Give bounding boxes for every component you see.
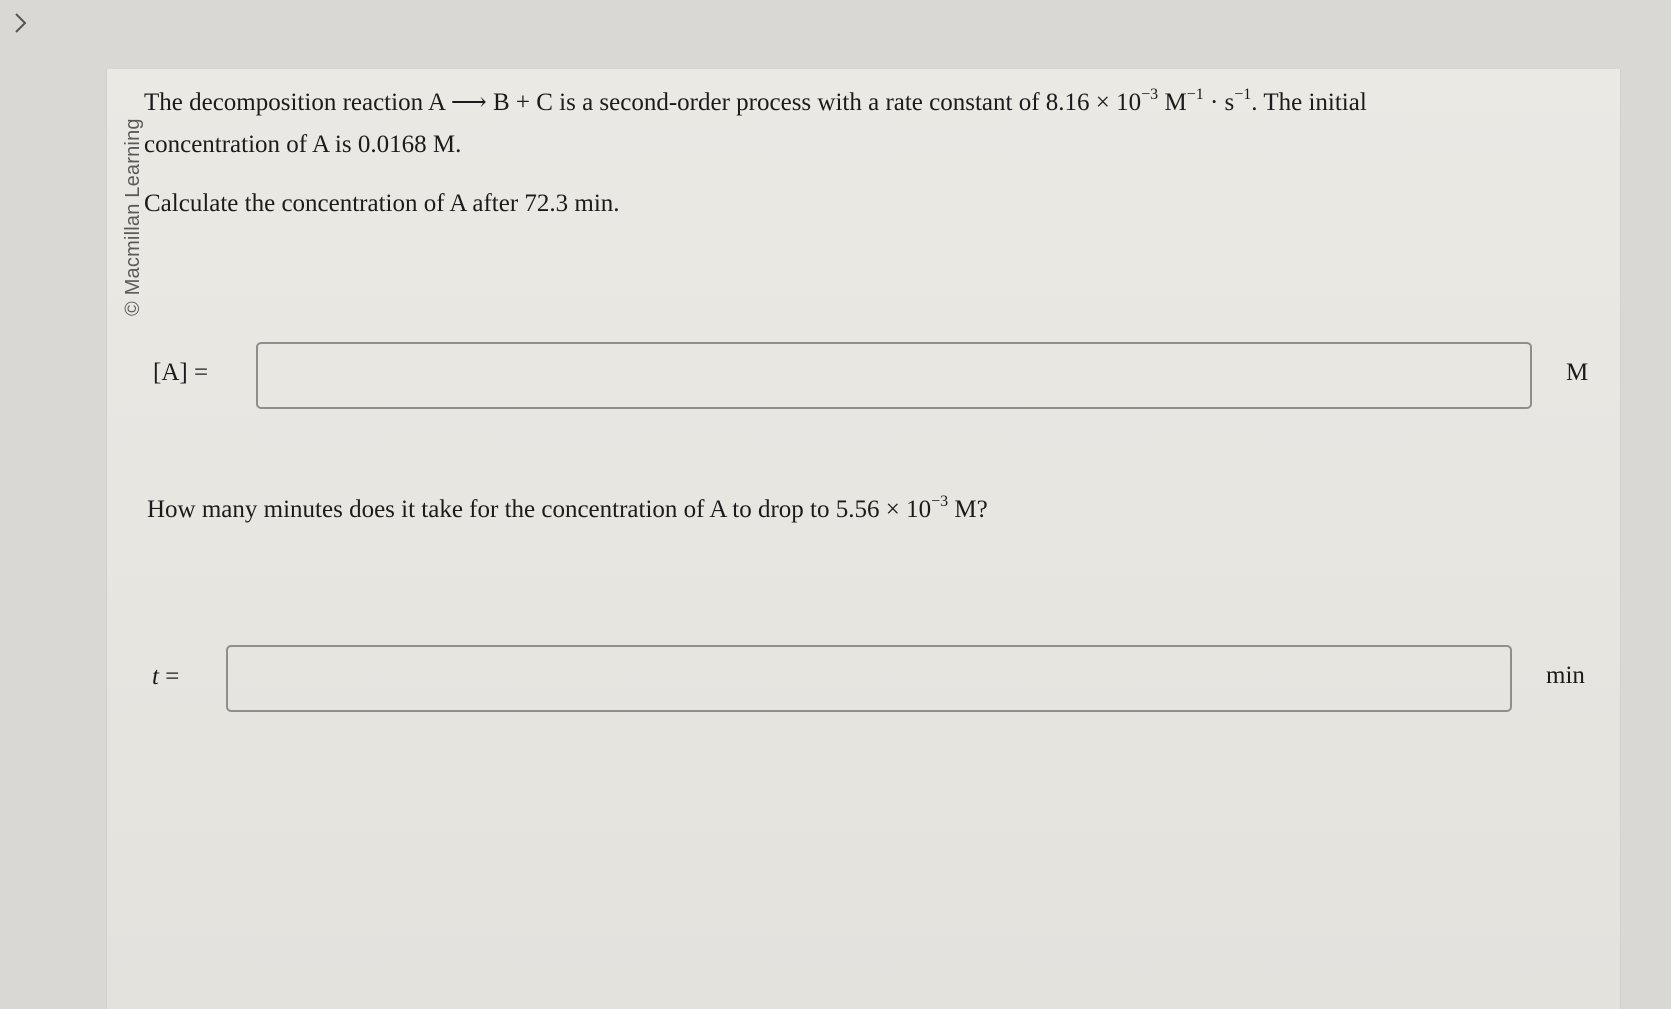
question-1-text-line-1: The decomposition reaction A ⟶ B + C is a second-order process with a rate constant of $8.16 \times 10^{-3}$ $M^{-1} \cdot s^{-1}$. The initial [144,86,1367,116]
time-answer-input[interactable] [226,645,1512,712]
concentration-answer-input[interactable] [256,342,1532,409]
question-2-prompt: How many minutes does it take for the concentration of A to drop to $5.56 \times 10^{-3}$ M? [147,493,988,523]
chevron-right-icon[interactable] [6,8,36,38]
concentration-answer-label: [A] = [153,359,209,386]
question-1-text-line-2: concentration of A is 0.0168 M. [144,131,462,158]
question-1-prompt: Calculate the concentration of A after 72.3 min. [144,190,620,217]
copyright-credit: © Macmillan Learning [122,118,144,316]
time-unit-label: min [1546,662,1585,689]
concentration-unit-label: M [1566,359,1589,386]
time-answer-label: t = [152,663,180,690]
